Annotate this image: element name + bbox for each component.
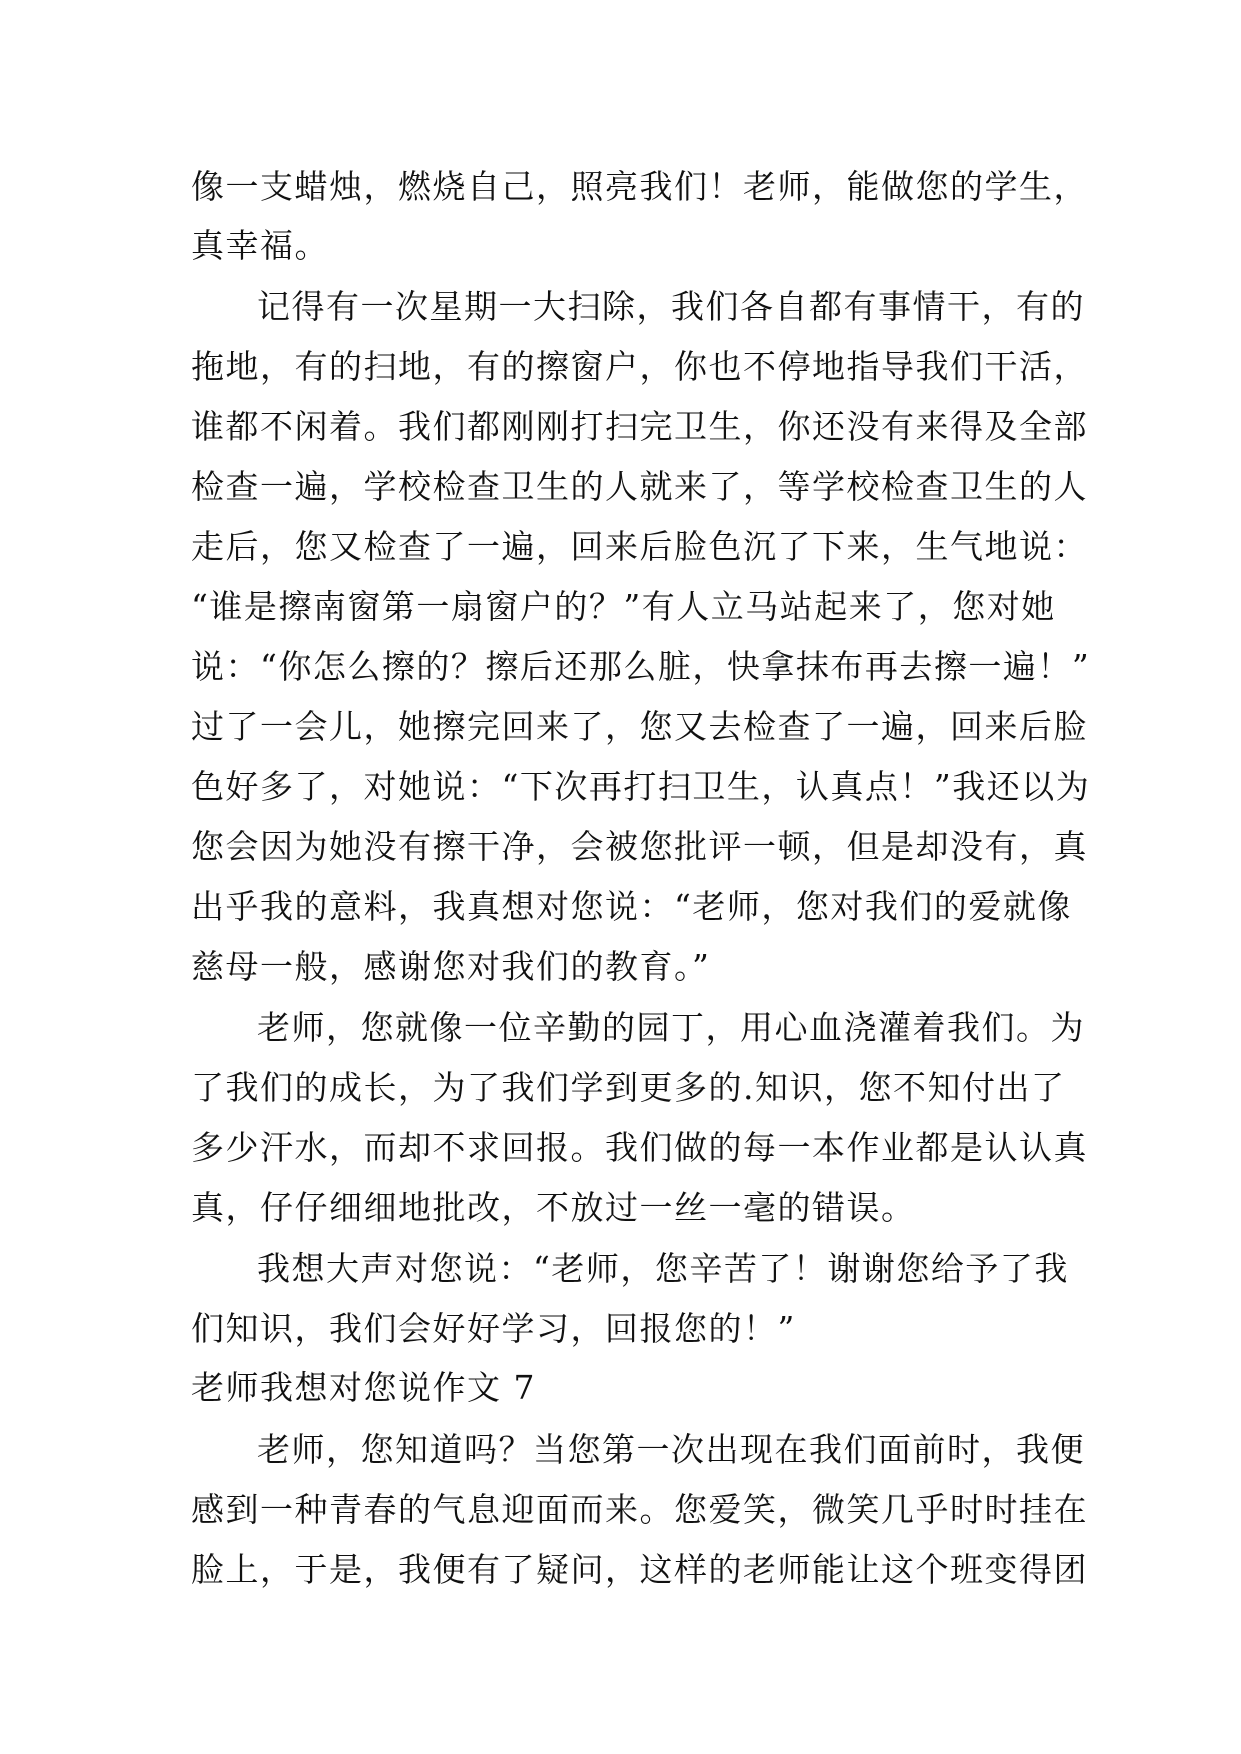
paragraph-first-line: 老师，您就像一位辛勤的园丁，用心血浇灌着我们。为	[257, 1008, 1085, 1047]
text-line: 们知识，我们会好好学习，回报您的！”	[191, 1309, 796, 1348]
text-line: 色好多了，对她说：“下次再打扫卫生，认真点！”我还以为	[191, 767, 1091, 806]
text-line: 谁都不闲着。我们都刚刚打扫完卫生，你还没有来得及全部	[191, 407, 1088, 446]
text-line: 过了一会儿，她擦完回来了，您又去检查了一遍，回来后脸	[191, 707, 1088, 746]
paragraph-first-line: 我想大声对您说：“老师，您辛苦了！谢谢您给予了我	[257, 1249, 1069, 1288]
paragraph-first-line: 老师，您知道吗？当您第一次出现在我们面前时，我便	[257, 1430, 1085, 1469]
paragraph-first-line: 记得有一次星期一大扫除，我们各自都有事情干，有的	[257, 287, 1085, 326]
text-line: 说：“你怎么擦的？擦后还那么脏，快拿抹布再去擦一遍！”	[191, 647, 1091, 686]
text-line: “谁是擦南窗第一扇窗户的？”有人立马站起来了，您对她	[191, 587, 1056, 626]
text-line: 真，仔仔细细地批改，不放过一丝一毫的错误。	[191, 1188, 916, 1227]
section-heading: 老师我想对您说作文 7	[191, 1368, 536, 1407]
text-line: 慈母一般，感谢您对我们的教育。”	[191, 947, 711, 986]
text-line: 了我们的成长，为了我们学到更多的.知识，您不知付出了	[191, 1068, 1066, 1107]
text-line: 像一支蜡烛，燃烧自己，照亮我们！老师，能做您的学生，	[191, 167, 1088, 206]
text-line: 走后，您又检查了一遍，回来后脸色沉了下来，生气地说：	[191, 527, 1088, 566]
text-line: 拖地，有的扫地，有的擦窗户，你也不停地指导我们干活，	[191, 347, 1088, 386]
text-line: 脸上，于是，我便有了疑问，这样的老师能让这个班变得团	[191, 1550, 1088, 1589]
text-line: 真幸福。	[191, 226, 329, 265]
text-line: 感到一种青春的气息迎面而来。您爱笑，微笑几乎时时挂在	[191, 1490, 1088, 1529]
text-line: 出乎我的意料，我真想对您说：“老师，您对我们的爱就像	[191, 887, 1072, 926]
text-line: 检查一遍，学校检查卫生的人就来了，等学校检查卫生的人	[191, 467, 1088, 506]
text-line: 多少汗水，而却不求回报。我们做的每一本作业都是认认真	[191, 1128, 1088, 1167]
text-line: 您会因为她没有擦干净，会被您批评一顿，但是却没有，真	[191, 827, 1088, 866]
